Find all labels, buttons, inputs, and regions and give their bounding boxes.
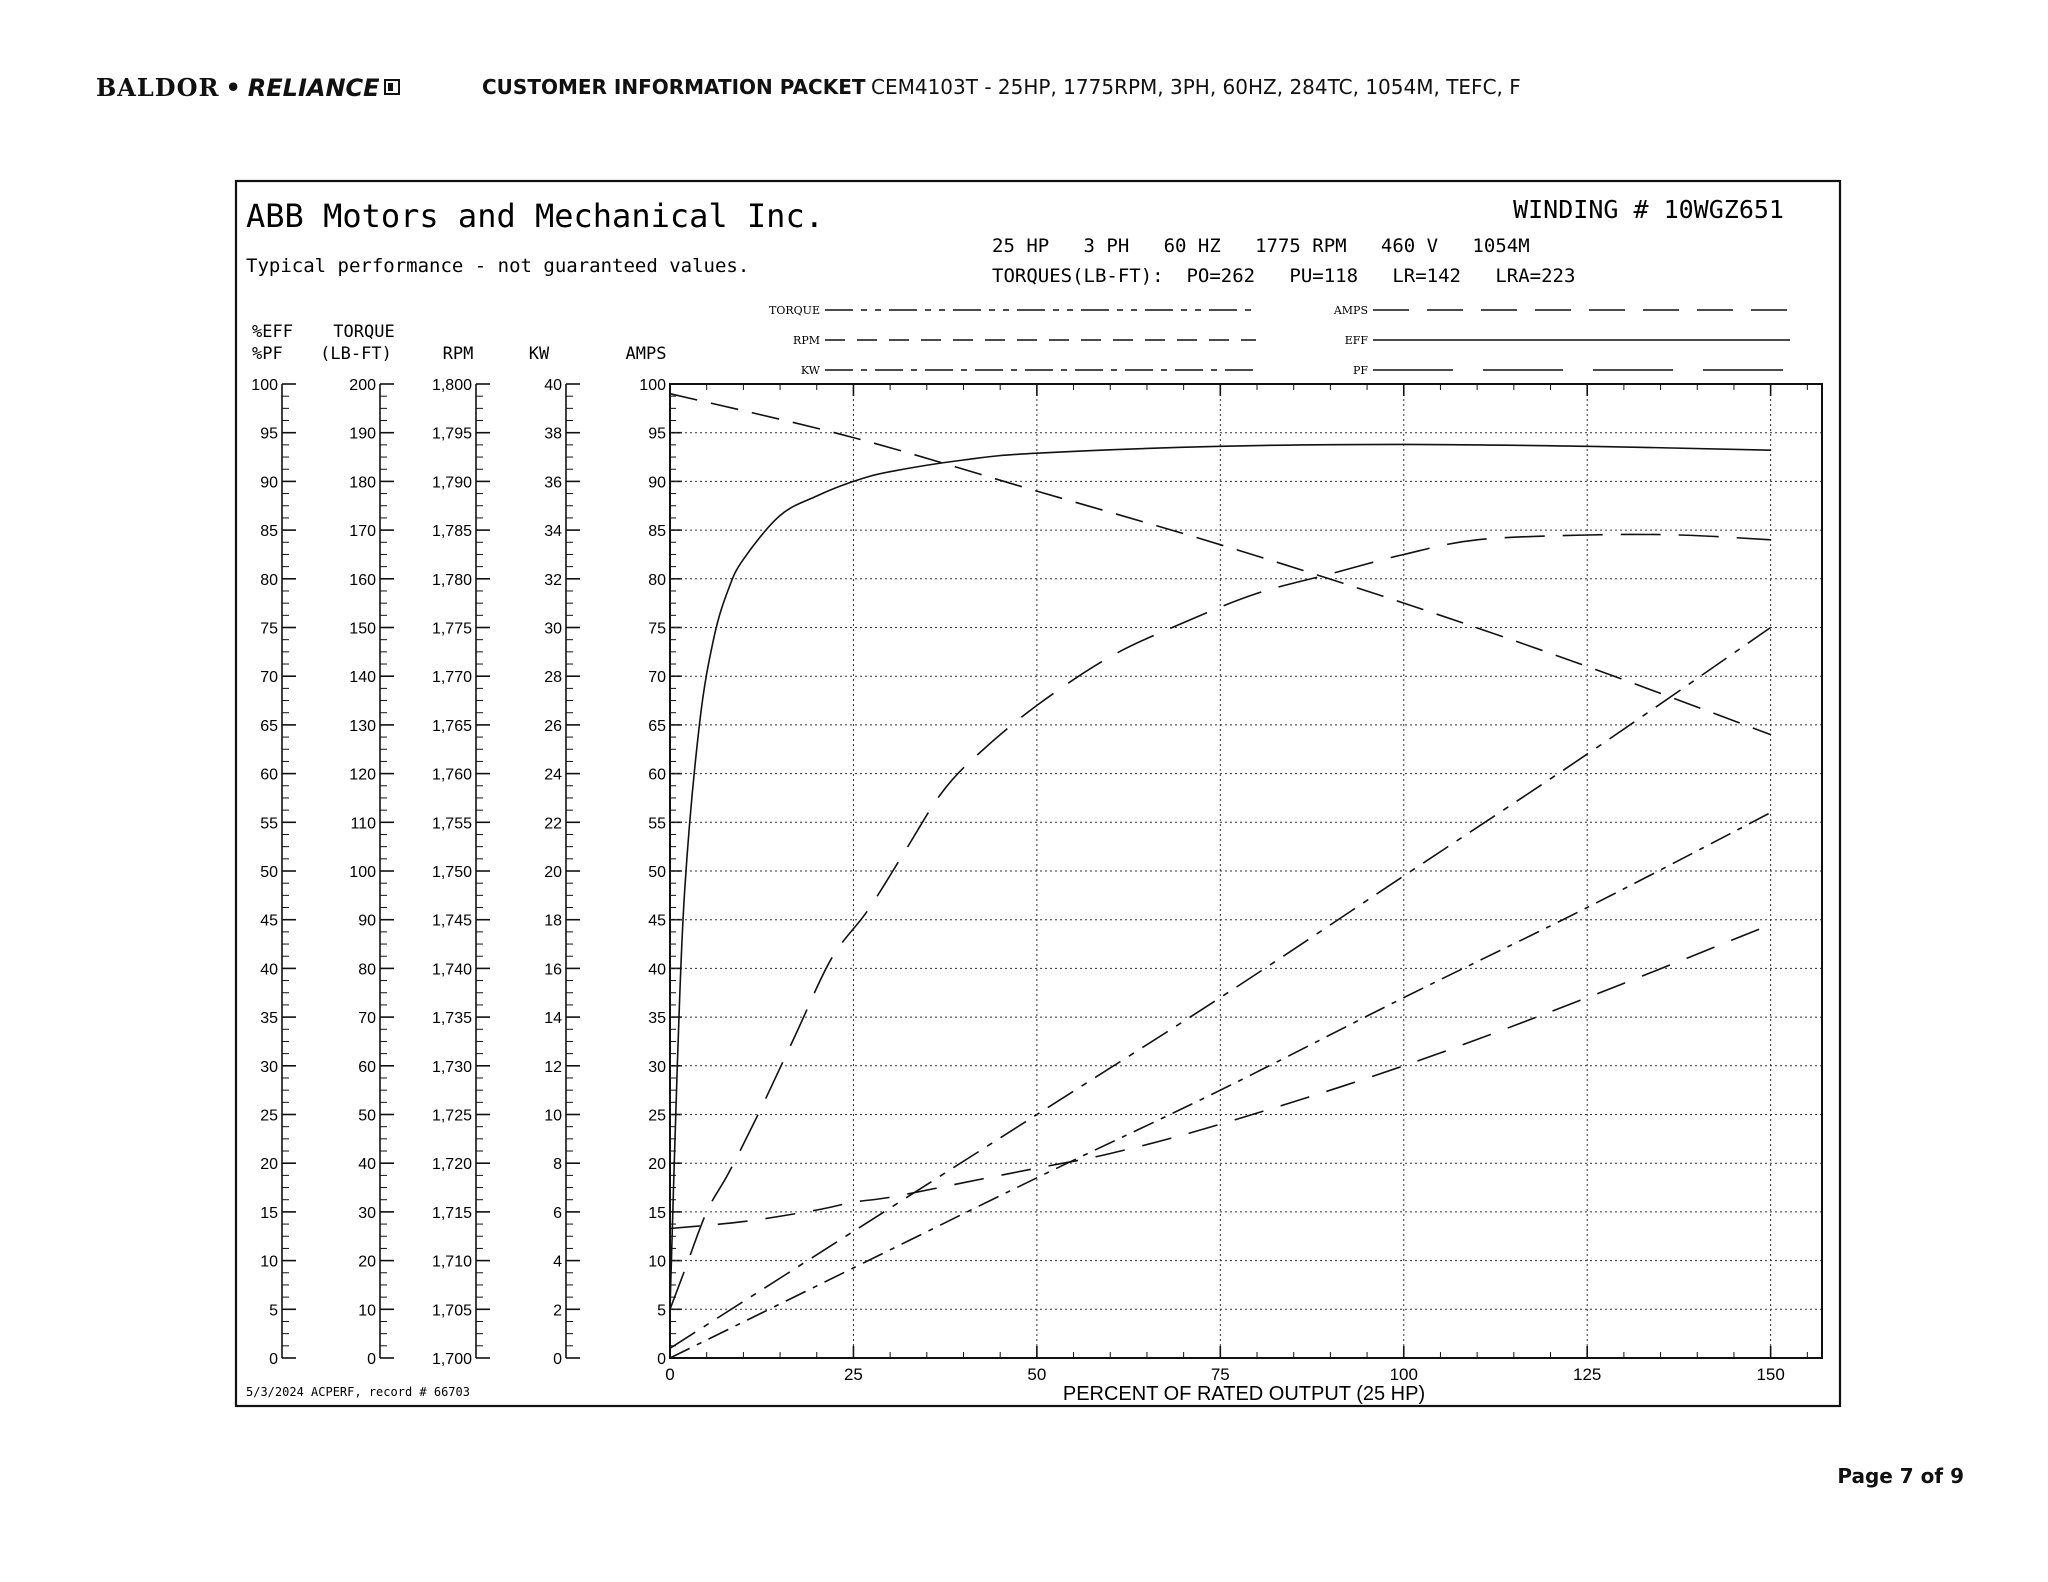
amps-tick-label: 70 bbox=[648, 669, 666, 687]
amps-tick-label: 85 bbox=[648, 523, 666, 541]
axis-0-tick-label: 5 bbox=[269, 1302, 278, 1320]
amps-tick-label: 75 bbox=[648, 620, 666, 638]
logo-main-text: BALDOR bbox=[96, 72, 220, 102]
axis-0-tick-label: 35 bbox=[260, 1010, 278, 1028]
legend-label-eff: EFF bbox=[1344, 334, 1368, 347]
axis-2-tick-label: 1,720 bbox=[431, 1156, 472, 1174]
amps-tick-label: 55 bbox=[648, 815, 666, 833]
axis-1-tick-label: 160 bbox=[349, 571, 376, 589]
axis-2-tick-label: 1,790 bbox=[431, 474, 472, 492]
axis-3-tick-label: 34 bbox=[544, 523, 562, 541]
axis-2-tick-label: 1,745 bbox=[431, 912, 472, 930]
axis-2-tick-label: 1,710 bbox=[431, 1253, 472, 1271]
axis-1-tick-label: 10 bbox=[358, 1302, 376, 1320]
amps-tick-label: 15 bbox=[648, 1204, 666, 1222]
axis-3-tick-label: 16 bbox=[544, 961, 562, 979]
page-number: Page 7 of 9 bbox=[1837, 1464, 1964, 1488]
axis-2-tick-label: 1,700 bbox=[431, 1351, 472, 1368]
axis-3-tick-label: 6 bbox=[553, 1204, 562, 1222]
axis-0-tick-label: 75 bbox=[260, 620, 278, 638]
axis-1-tick-label: 110 bbox=[350, 815, 376, 833]
axis-2-tick-label: 1,755 bbox=[431, 815, 472, 833]
legend-label-amps: AMPS bbox=[1333, 304, 1368, 317]
motor-spec: 25 HP 3 PH 60 HZ 1775 RPM 460 V 1054M bbox=[992, 235, 1530, 257]
legend-label-torque: TORQUE bbox=[769, 304, 820, 317]
logo-sub-text: RELIANCE bbox=[247, 73, 380, 102]
axis-header-rpm: RPM bbox=[442, 344, 474, 364]
y-axes bbox=[251, 377, 682, 1368]
axis-3-tick-label: 28 bbox=[544, 669, 562, 687]
logo-dot: • bbox=[225, 72, 242, 102]
axis-header-torque: TORQUE bbox=[333, 322, 395, 342]
axis-0-tick-label: 40 bbox=[260, 961, 278, 979]
axis-0-tick-label: 100 bbox=[251, 377, 278, 394]
amps-tick-label: 50 bbox=[648, 864, 666, 881]
axis-2-tick-label: 1,725 bbox=[431, 1107, 472, 1125]
axis-1-tick-label: 120 bbox=[349, 766, 376, 784]
axis-3-tick-label: 0 bbox=[553, 1351, 562, 1368]
amps-tick-label: 20 bbox=[648, 1156, 666, 1174]
axis-3-tick-label: 38 bbox=[544, 425, 562, 443]
record-note: 5/3/2024 ACPERF, record # 66703 bbox=[246, 1385, 470, 1399]
axis-header-kw: KW bbox=[528, 344, 550, 364]
axis-2-tick-label: 1,775 bbox=[431, 620, 472, 638]
amps-tick-label: 25 bbox=[648, 1107, 666, 1125]
legend-label-pf: PF bbox=[1352, 364, 1368, 377]
axis-0-tick-label: 70 bbox=[260, 669, 278, 687]
axis-0-tick-label: 15 bbox=[260, 1204, 278, 1222]
axis-3-tick-label: 30 bbox=[544, 620, 562, 638]
axis-3-tick-label: 18 bbox=[544, 912, 562, 930]
axis-2-tick-label: 1,715 bbox=[431, 1204, 472, 1222]
axis-1-tick-label: 40 bbox=[358, 1156, 376, 1174]
axis-1-tick-label: 130 bbox=[349, 717, 376, 735]
axis-1-tick-label: 70 bbox=[358, 1010, 376, 1028]
x-tick-label: 0 bbox=[665, 1365, 675, 1384]
axis-1-tick-label: 140 bbox=[349, 669, 376, 687]
axis-header-torque-unit: (LB-FT) bbox=[320, 344, 392, 364]
axis-1-tick-label: 150 bbox=[349, 620, 376, 638]
axis-3-tick-label: 20 bbox=[544, 864, 562, 881]
amps-tick-label: 80 bbox=[648, 571, 666, 589]
amps-tick-label: 5 bbox=[657, 1302, 666, 1320]
axis-3-tick-label: 24 bbox=[544, 766, 562, 784]
amps-tick-label: 10 bbox=[648, 1253, 666, 1271]
amps-tick-label: 30 bbox=[648, 1058, 666, 1076]
axis-3-tick-label: 2 bbox=[553, 1302, 562, 1320]
axis-3-tick-label: 12 bbox=[544, 1058, 562, 1076]
amps-tick-label: 0 bbox=[657, 1351, 666, 1368]
axis-1-tick-label: 0 bbox=[367, 1351, 376, 1368]
axis-2-tick-label: 1,800 bbox=[431, 377, 472, 394]
axis-2-tick-label: 1,770 bbox=[431, 669, 472, 687]
legend-label-rpm: RPM bbox=[793, 334, 820, 347]
axis-header-amps: AMPS bbox=[625, 344, 667, 364]
axis-header-eff: %EFF bbox=[252, 322, 293, 342]
torques-line: TORQUES(LB-FT): PO=262 PU=118 LR=142 LRA=223 bbox=[992, 265, 1576, 287]
axis-3-tick-label: 26 bbox=[544, 717, 562, 735]
axis-3-tick-label: 36 bbox=[544, 474, 562, 492]
axis-1-tick-label: 190 bbox=[349, 425, 376, 443]
x-tick-label: 50 bbox=[1027, 1365, 1047, 1384]
axis-1-tick-label: 100 bbox=[349, 864, 376, 881]
axis-2-tick-label: 1,750 bbox=[431, 864, 472, 881]
axis-2-tick-label: 1,735 bbox=[431, 1010, 472, 1028]
x-tick-label: 150 bbox=[1756, 1365, 1785, 1384]
axis-1-tick-label: 180 bbox=[349, 474, 376, 492]
axis-2-tick-label: 1,730 bbox=[431, 1058, 472, 1076]
axis-1-tick-label: 50 bbox=[358, 1107, 376, 1125]
axis-2-tick-label: 1,785 bbox=[431, 523, 472, 541]
winding-number: WINDING # 10WGZ651 bbox=[1513, 195, 1784, 224]
x-tick-label: 25 bbox=[843, 1365, 863, 1384]
axis-header-pf: %PF bbox=[252, 344, 283, 364]
axis-0-tick-label: 0 bbox=[269, 1351, 278, 1368]
axis-1-tick-label: 170 bbox=[349, 523, 376, 541]
axis-1-tick-label: 60 bbox=[358, 1058, 376, 1076]
axis-0-tick-label: 45 bbox=[260, 912, 278, 930]
axis-0-tick-label: 85 bbox=[260, 523, 278, 541]
axis-3-tick-label: 8 bbox=[553, 1156, 562, 1174]
axis-3-tick-label: 4 bbox=[553, 1253, 562, 1271]
axis-0-tick-label: 80 bbox=[260, 571, 278, 589]
axis-3-tick-label: 14 bbox=[544, 1010, 562, 1028]
axis-1-tick-label: 200 bbox=[349, 377, 376, 394]
axis-2-tick-label: 1,740 bbox=[431, 961, 472, 979]
axis-0-tick-label: 60 bbox=[260, 766, 278, 784]
axis-0-tick-label: 95 bbox=[260, 425, 278, 443]
model-line: CEM4103T - 25HP, 1775RPM, 3PH, 60HZ, 284TC, 1054M, TEFC, F bbox=[871, 75, 1521, 99]
axis-3-tick-label: 32 bbox=[544, 571, 562, 589]
axis-0-tick-label: 20 bbox=[260, 1156, 278, 1174]
chart-legend bbox=[769, 304, 1790, 377]
amps-tick-label: 95 bbox=[648, 425, 666, 443]
amps-tick-label: 45 bbox=[648, 912, 666, 930]
axis-0-tick-label: 50 bbox=[260, 864, 278, 881]
chart-title: ABB Motors and Mechanical Inc. bbox=[246, 197, 824, 235]
amps-tick-label: 40 bbox=[648, 961, 666, 979]
axis-2-tick-label: 1,795 bbox=[431, 425, 472, 443]
axis-2-tick-label: 1,780 bbox=[431, 571, 472, 589]
axis-1-tick-label: 30 bbox=[358, 1204, 376, 1222]
amps-tick-label: 100 bbox=[639, 377, 666, 394]
amps-tick-label: 35 bbox=[648, 1010, 666, 1028]
chart-grid bbox=[670, 384, 1822, 1358]
x-tick-label: 100 bbox=[1389, 1365, 1418, 1384]
axis-0-tick-label: 55 bbox=[260, 815, 278, 833]
amps-tick-label: 90 bbox=[648, 474, 666, 492]
axis-3-tick-label: 40 bbox=[544, 377, 562, 394]
axis-2-tick-label: 1,765 bbox=[431, 717, 472, 735]
axis-0-tick-label: 90 bbox=[260, 474, 278, 492]
legend-label-kw: KW bbox=[800, 364, 820, 377]
axis-0-tick-label: 25 bbox=[260, 1107, 278, 1125]
packet-title: CUSTOMER INFORMATION PACKET bbox=[482, 75, 866, 99]
axis-2-tick-label: 1,760 bbox=[431, 766, 472, 784]
axis-1-tick-label: 80 bbox=[358, 961, 376, 979]
axis-1-tick-label: 90 bbox=[358, 912, 376, 930]
axis-3-tick-label: 10 bbox=[544, 1107, 562, 1125]
amps-tick-label: 60 bbox=[648, 766, 666, 784]
x-tick-label: 125 bbox=[1573, 1365, 1602, 1384]
axis-0-tick-label: 65 bbox=[260, 717, 278, 735]
axis-0-tick-label: 10 bbox=[260, 1253, 278, 1271]
chart-subtitle: Typical performance - not guaranteed values. bbox=[246, 255, 750, 277]
axis-2-tick-label: 1,705 bbox=[431, 1302, 472, 1320]
x-axis-label: PERCENT OF RATED OUTPUT (25 HP) bbox=[1062, 1383, 1426, 1405]
x-tick-label: 75 bbox=[1210, 1365, 1230, 1384]
amps-tick-label: 65 bbox=[648, 717, 666, 735]
axis-1-tick-label: 20 bbox=[358, 1253, 376, 1271]
axis-0-tick-label: 30 bbox=[260, 1058, 278, 1076]
axis-3-tick-label: 22 bbox=[544, 815, 562, 833]
